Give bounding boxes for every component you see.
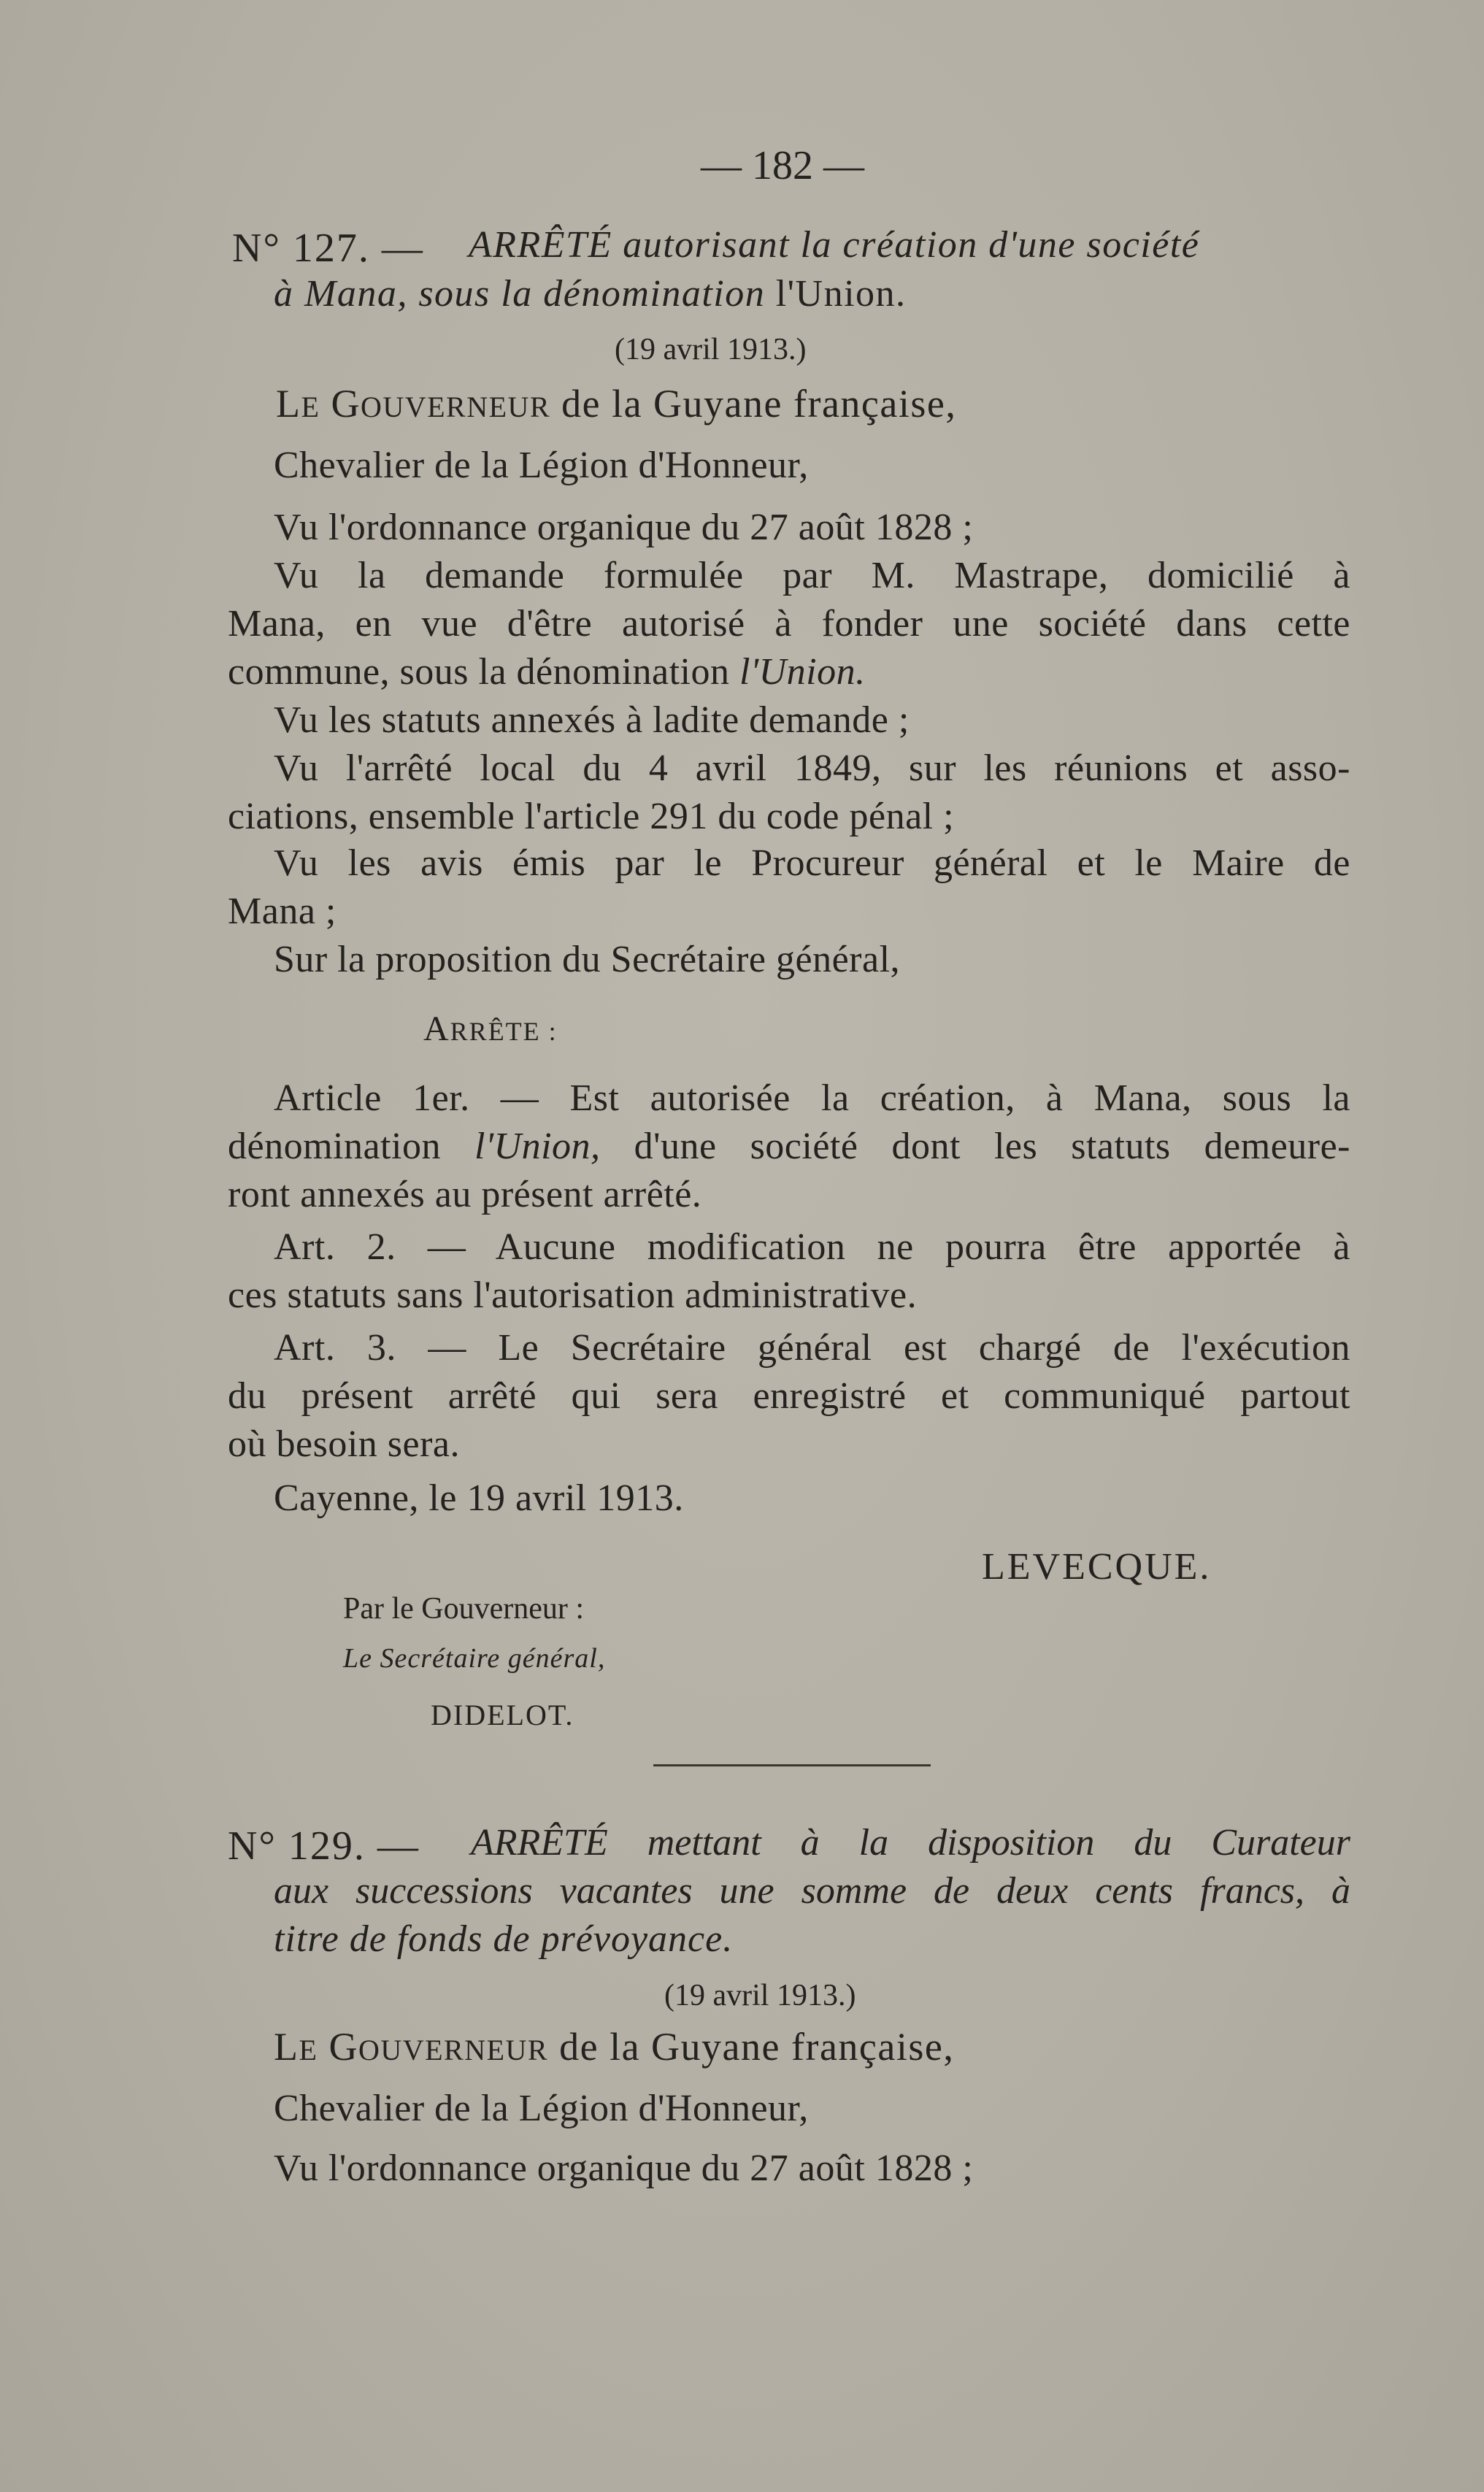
art1-line2-union: l'Union, <box>474 1126 601 1167</box>
decree-127-title-line1: ARRÊTÉ autorisant la création d'une société <box>469 224 1200 266</box>
art1-line2-a: dénomination <box>228 1126 474 1167</box>
section-divider <box>653 1764 931 1766</box>
vu2-line3-union: l'Union. <box>739 651 866 693</box>
governor-small-rest: OUVERNEUR <box>360 391 551 423</box>
decree-129-title-line3: titre de fonds de prévoyance. <box>274 1918 734 1960</box>
decree-127-sur: Sur la proposition du Secrétaire général, <box>274 939 901 980</box>
page-number: — 182 — <box>701 143 864 188</box>
decree-129-title-line2: aux successions vacantes une somme de deux cents francs, à <box>274 1870 1350 1912</box>
governor-129-small-rest: OUVERNEUR <box>358 2034 549 2066</box>
decree-127-vu2-line2: Mana, en vue d'être autorisé à fonder une société dans cette <box>228 603 1350 645</box>
decree-127-article3-line1: Art. 3. — Le Secrétaire général est chargé de l'exécution <box>274 1327 1350 1369</box>
decree-127-place-date: Cayenne, le 19 avril 1913. <box>274 1477 684 1519</box>
decree-127-arrete <box>423 1009 558 1049</box>
decree-127-par-le-gouverneur: Par le Gouverneur : <box>343 1592 585 1626</box>
decree-127-article3-line3: où besoin sera. <box>228 1423 460 1465</box>
decree-127-date: (19 avril 1913.) <box>615 333 807 366</box>
decree-129-chevalier: Chevalier de la Légion d'Honneur, <box>274 2088 809 2129</box>
decree-127-title-line2-italic: à Mana, sous la dénomination <box>274 273 776 315</box>
decree-127-governor <box>276 381 956 426</box>
governor-tail: de la Guyane française, <box>550 382 957 426</box>
decree-127-article2-line2: ces statuts sans l'autorisation administrative. <box>228 1274 918 1316</box>
decree-127-article3-line2: du présent arrêté qui sera enregistré et communiqué partout <box>228 1375 1350 1417</box>
art1-line2-c: d'une société dont les statuts demeure- <box>600 1126 1350 1167</box>
decree-127-title-line2 <box>274 272 907 315</box>
decree-127-chevalier: Chevalier de la Légion d'Honneur, <box>274 445 809 486</box>
vu2-line3-text: commune, sous la dénomination <box>228 651 740 693</box>
governor-129-tail: de la Guyane française, <box>548 2025 955 2069</box>
decree-127-article1-line2 <box>228 1123 1350 1171</box>
decree-127-article1-line1: Article 1er. — Est autorisée la création, à Mana, sous la <box>274 1077 1350 1119</box>
decree-127-vu5-line1: Vu les avis émis par le Procureur général et le Maire de <box>274 842 1350 884</box>
decree-127-vu2-line3 <box>228 648 866 696</box>
governor-initial-l: L <box>276 382 301 426</box>
decree-127-secretaire-name: DIDELOT. <box>431 1699 574 1731</box>
arrete-rest: RRÊTE : <box>450 1017 558 1046</box>
governor-129-initial-l: L <box>274 2025 299 2069</box>
decree-129-governor <box>274 2024 954 2069</box>
decree-127-vu4-line2: ciations, ensemble l'article 291 du code pénal ; <box>228 796 955 837</box>
decree-129-title-line1: ARRÊTÉ mettant à la disposition du Curateur <box>471 1822 1350 1864</box>
arrete-initial: A <box>423 1010 450 1048</box>
decree-127-vu1: Vu l'ordonnance organique du 27 août 1828 ; <box>274 507 974 548</box>
decree-129-number: N° 129. — <box>228 1823 420 1869</box>
decree-129-date: (19 avril 1913.) <box>664 1979 856 2012</box>
governor-129-initial-g: G <box>328 2025 358 2069</box>
decree-127-signature: LEVECQUE. <box>982 1546 1212 1588</box>
decree-127-vu5-line2: Mana ; <box>228 891 337 932</box>
governor-small-e: E <box>301 391 320 423</box>
decree-127-secretaire: Le Secrétaire général, <box>343 1643 606 1674</box>
decree-127-vu4-line1: Vu l'arrêté local du 4 avril 1849, sur les réunions et asso- <box>274 747 1350 789</box>
governor-initial-g: G <box>331 382 361 426</box>
decree-129-vu1: Vu l'ordonnance organique du 27 août 1828 ; <box>274 2147 974 2189</box>
decree-127-vu3: Vu les statuts annexés à ladite demande ; <box>274 699 910 741</box>
governor-129-small-e: E <box>299 2034 318 2066</box>
decree-127-article1-line3: ront annexés au présent arrêté. <box>228 1174 702 1215</box>
decree-127-number: N° 127. — <box>232 226 424 271</box>
decree-127-vu2-line1: Vu la demande formulée par M. Mastrape, domicilié à <box>274 555 1350 596</box>
decree-127-article2-line1: Art. 2. — Aucune modification ne pourra être apportée à <box>274 1226 1350 1268</box>
decree-127-title-union: l'Union. <box>775 273 907 315</box>
